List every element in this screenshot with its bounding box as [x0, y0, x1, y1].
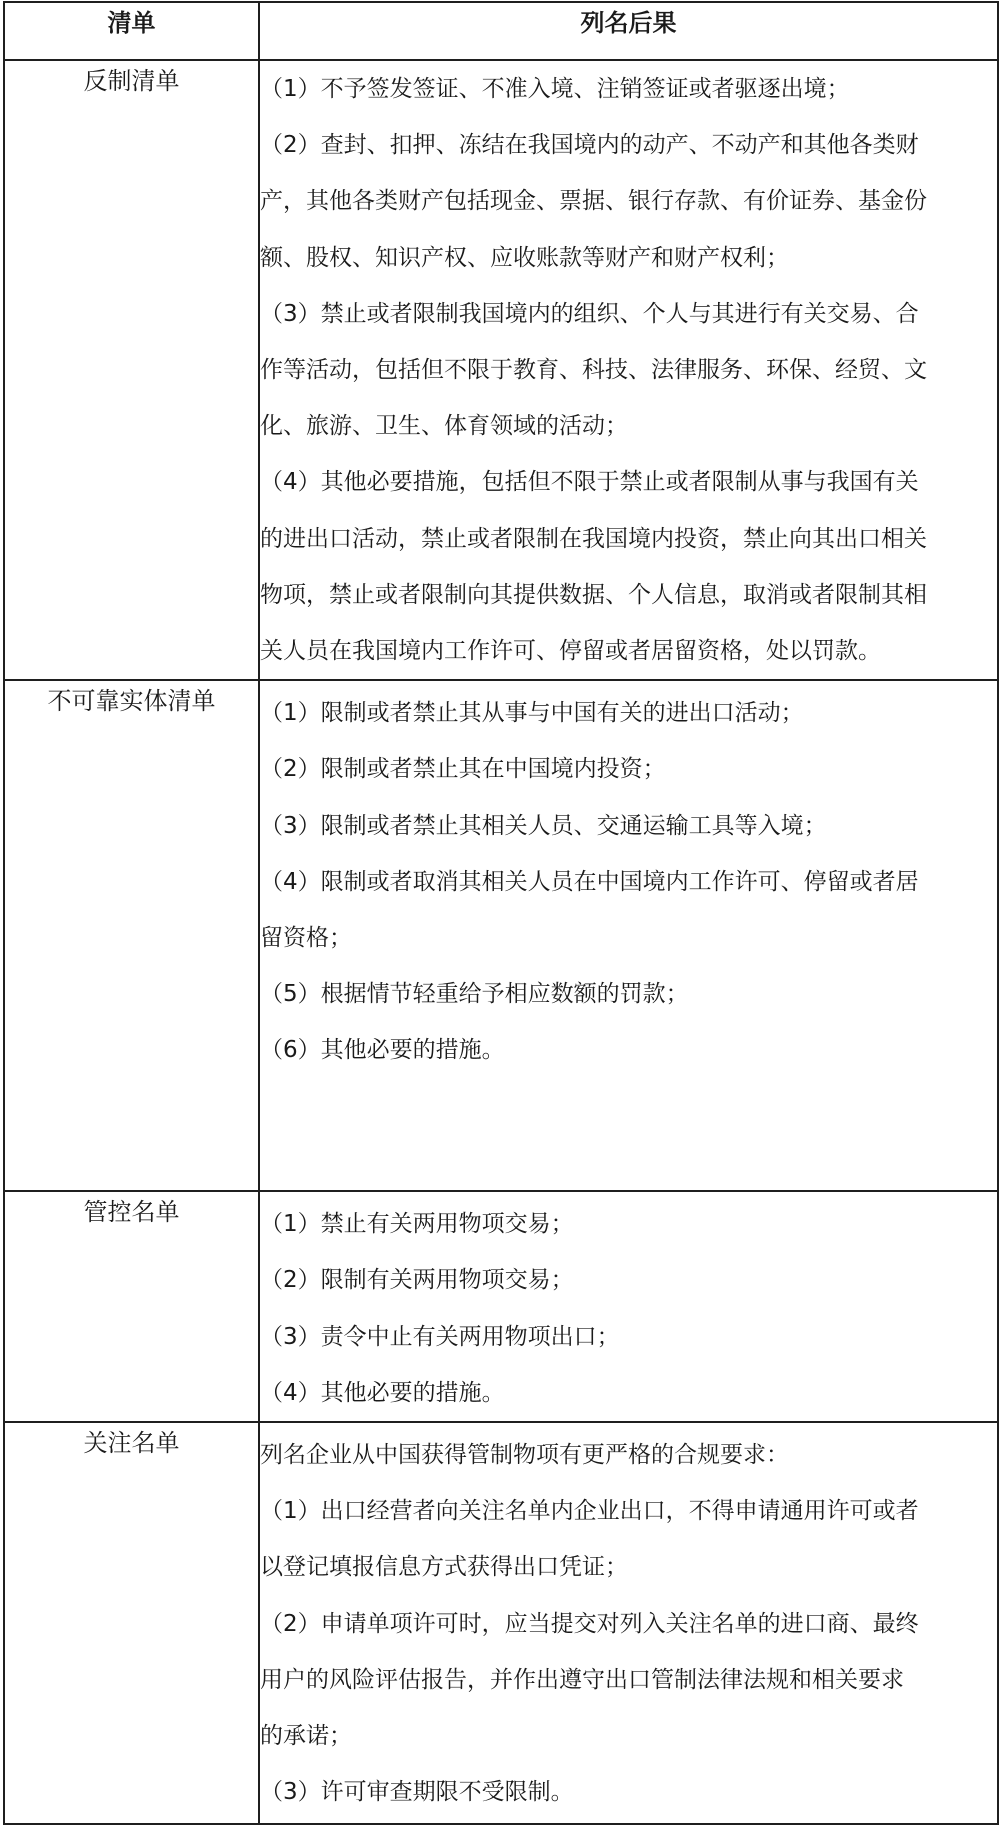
- content-line: 作等活动，包括但不限于教育、科技、法律服务、环保、经贸、文: [260, 357, 927, 384]
- table-row: [4, 1191, 998, 1422]
- header-list: 清单: [4, 2, 259, 60]
- content-line: 物项，禁止或者限制向其提供数据、个人信息，取消或者限制其相: [260, 581, 927, 608]
- content-line: （6）其他必要的措施。: [260, 1037, 505, 1064]
- content-line: （2）申请单项许可时，应当提交对列入关注名单的进口商、最终: [260, 1610, 919, 1637]
- row-content-unreliable-entity-list: [259, 680, 998, 1191]
- content-line: （1）禁止有关两用物项交易；: [260, 1211, 574, 1238]
- content-line: 用户的风险评估报告，并作出遵守出口管制法律法规和相关要求: [260, 1666, 904, 1693]
- row-name-watch-list: 关注名单: [4, 1422, 259, 1824]
- content-line: （2）限制或者禁止其在中国境内投资；: [260, 756, 666, 783]
- table-row: [4, 1422, 998, 1824]
- content-line: 留资格；: [260, 925, 352, 952]
- row-content-countermeasure-list: [259, 60, 998, 680]
- row-name-unreliable-entity-list: 不可靠实体清单: [4, 680, 259, 1191]
- content-line: （1）出口经营者向关注名单内企业出口，不得申请通用许可或者: [260, 1498, 919, 1525]
- row-name-countermeasure-list: 反制清单: [4, 60, 259, 680]
- content-line: （4）其他必要措施，包括但不限于禁止或者限制从事与我国有关: [260, 469, 919, 496]
- content-line: （1）限制或者禁止其从事与中国有关的进出口活动；: [260, 700, 804, 727]
- table-header-row: [4, 2, 998, 60]
- content-line: （4）其他必要的措施。: [260, 1379, 505, 1406]
- table-row: [4, 680, 998, 1191]
- row-content-control-list: [259, 1191, 998, 1422]
- content-line: 列名企业从中国获得管制物项有更严格的合规要求：: [260, 1442, 789, 1469]
- content-line: 的进出口活动，禁止或者限制在我国境内投资，禁止向其出口相关: [260, 525, 927, 552]
- content-line: （3）许可审查期限不受限制。: [260, 1779, 574, 1806]
- content-line: （2）限制有关两用物项交易；: [260, 1267, 574, 1294]
- content-line: （3）禁止或者限制我国境内的组织、个人与其进行有关交易、合: [260, 300, 919, 327]
- content-line: 以登记填报信息方式获得出口凭证；: [260, 1554, 628, 1581]
- content-line: 关人员在我国境内工作许可、停留或者居留资格，处以罚款。: [260, 638, 881, 665]
- content-line: 化、旅游、卫生、体育领域的活动；: [260, 413, 628, 440]
- table-row: [4, 60, 998, 680]
- content-line: 产，其他各类财产包括现金、票据、银行存款、有价证券、基金份: [260, 188, 927, 215]
- content-line: 的承诺；: [260, 1723, 352, 1750]
- content-line: 额、股权、知识产权、应收账款等财产和财产权利；: [260, 244, 789, 271]
- content-line: （5）根据情节轻重给予相应数额的罚款；: [260, 981, 689, 1008]
- content-line: （3）限制或者禁止其相关人员、交通运输工具等入境；: [260, 812, 827, 839]
- row-content-watch-list: [259, 1422, 998, 1824]
- row-name-control-list: 管控名单: [4, 1191, 259, 1422]
- header-consequence: 列名后果: [259, 2, 998, 60]
- content-line: （3）责令中止有关两用物项出口；: [260, 1323, 620, 1350]
- list-consequence-table: [3, 1, 999, 1825]
- content-line: （1）不予签发签证、不准入境、注销签证或者驱逐出境；: [260, 76, 850, 102]
- content-line: （4）限制或者取消其相关人员在中国境内工作许可、停留或者居: [260, 868, 919, 895]
- content-line: （2）查封、扣押、冻结在我国境内的动产、不动产和其他各类财: [260, 132, 919, 159]
